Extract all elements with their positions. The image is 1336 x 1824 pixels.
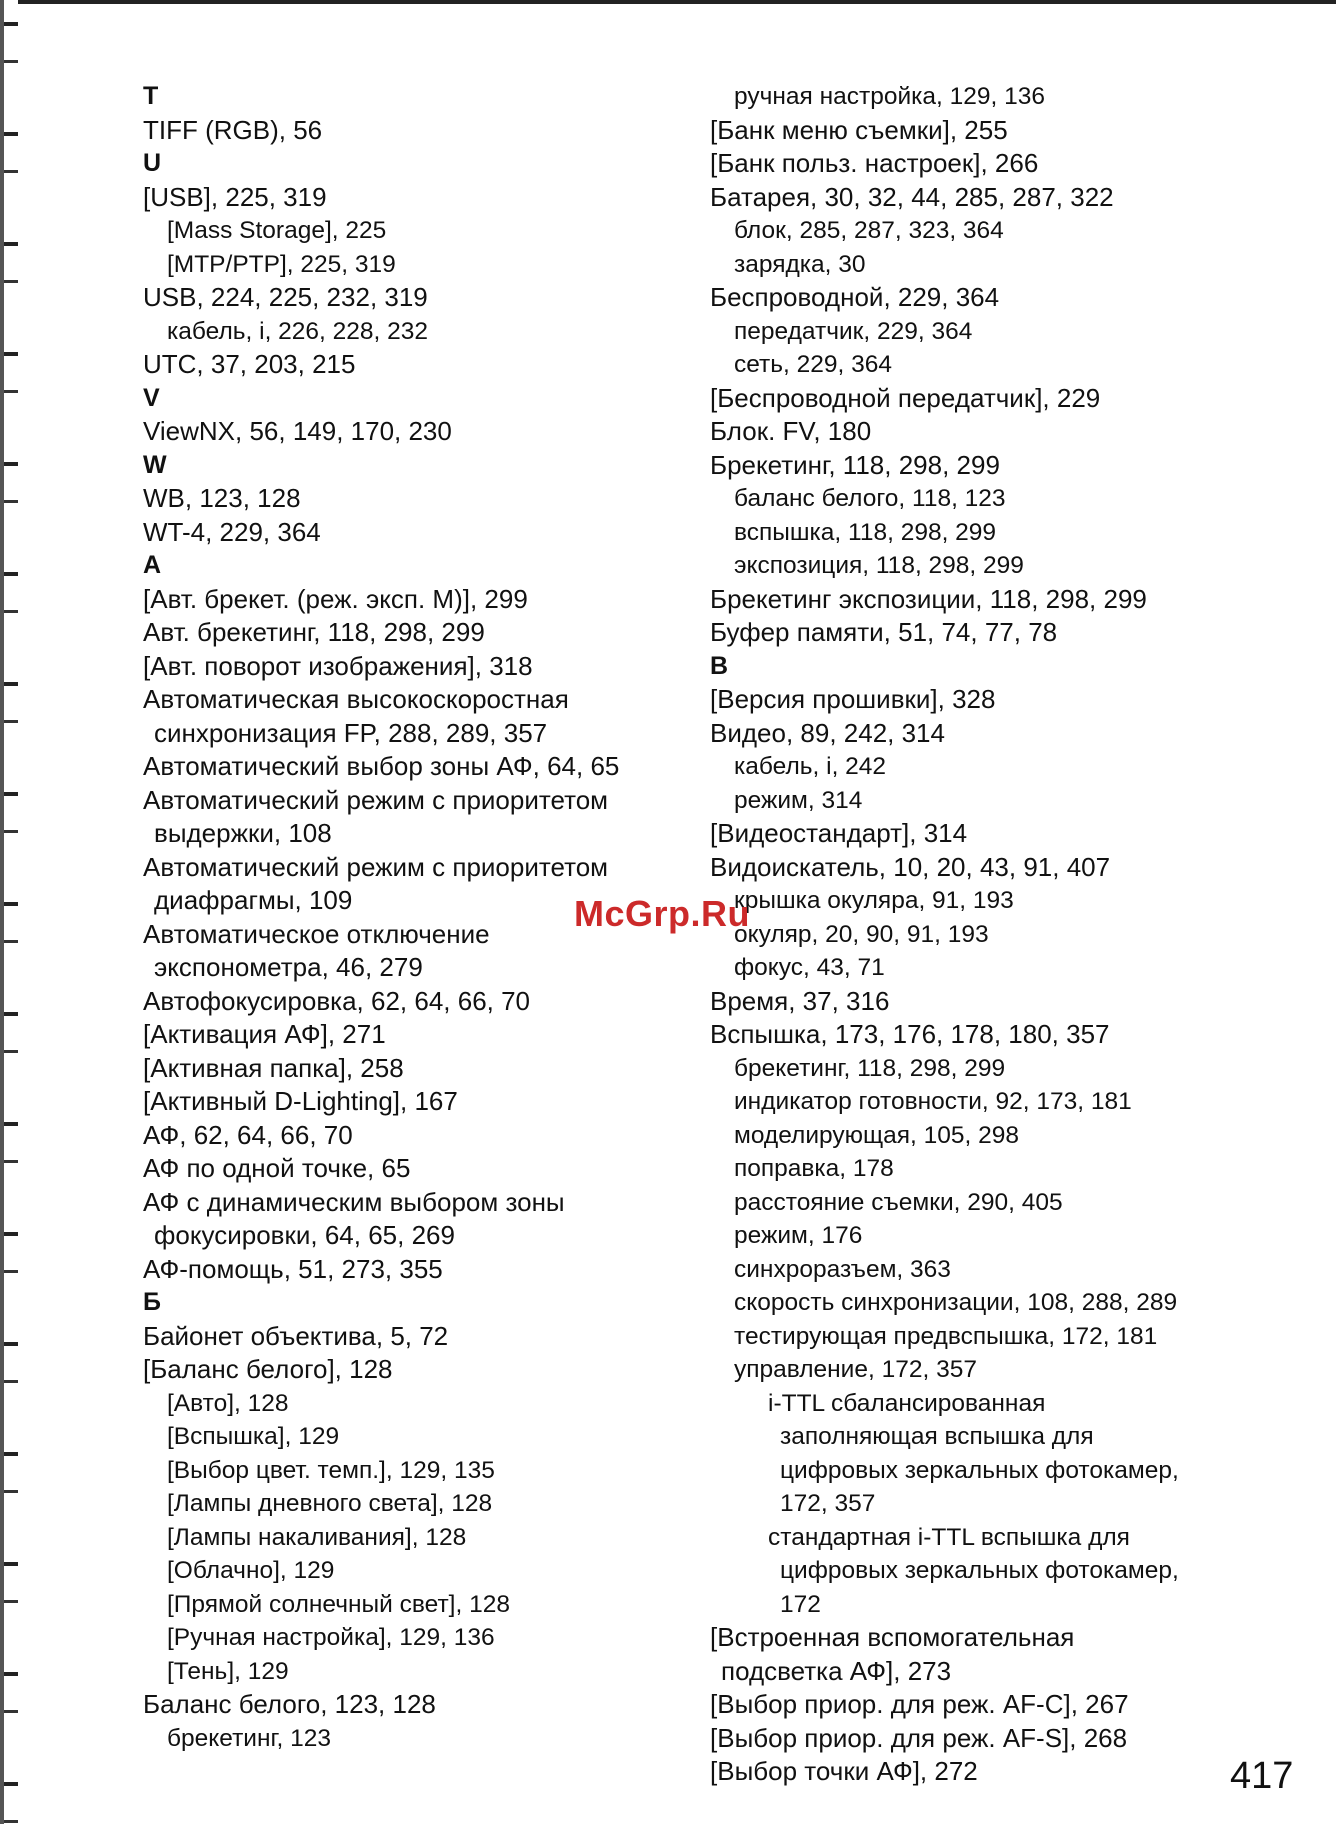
index-entry: [Беспроводной передатчик], 229 xyxy=(710,382,1101,413)
index-subentry: режим, 314 xyxy=(734,786,863,814)
index-letter-heading: А xyxy=(143,551,162,579)
page-number: 417 xyxy=(1230,1755,1294,1797)
index-letter-heading: U xyxy=(143,149,162,177)
index-subentry: режим, 176 xyxy=(734,1222,863,1249)
index-entry: TIFF (RGB), 56 xyxy=(143,114,323,145)
index-subentry: [Ручная настройка], 129, 136 xyxy=(167,1624,495,1651)
index-subentry: крышка окуляра, 91, 193 xyxy=(734,887,1014,914)
index-letter-heading: W xyxy=(143,450,167,479)
index-column-right xyxy=(710,80,1270,1789)
index-entry: [Авт. брекет. (реж. эксп. M)], 299 xyxy=(143,583,528,614)
index-entry: Байонет объектива, 5, 72 xyxy=(143,1320,449,1351)
index-entry: Автоматический режим с приоритетом xyxy=(143,851,609,882)
index-subentry: вспышка, 118, 298, 299 xyxy=(734,518,997,546)
index-entry: [Выбор приор. для реж. AF-C], 267 xyxy=(710,1689,1129,1719)
index-subentry: [Прямой солнечный свет], 128 xyxy=(167,1590,510,1618)
index-subentry: цифровых зеркальных фотокамер, xyxy=(780,1456,1179,1484)
index-letter-heading: V xyxy=(143,383,160,412)
page-top-edge xyxy=(0,0,1336,4)
index-entry: ViewNX, 56, 149, 170, 230 xyxy=(143,416,452,446)
index-entry: [Баланс белого], 128 xyxy=(143,1354,393,1384)
index-subentry: расстояние съемки, 290, 405 xyxy=(734,1188,1063,1216)
index-entry: [Банк меню съемки], 255 xyxy=(710,114,1008,145)
index-subentry: [Вспышка], 129 xyxy=(167,1423,340,1450)
index-subentry: 172 xyxy=(780,1590,821,1618)
index-subentry: синхроразъем, 363 xyxy=(734,1255,951,1283)
index-subentry: баланс белого, 118, 123 xyxy=(734,485,1006,512)
index-subentry: брекетинг, 123 xyxy=(167,1724,331,1752)
index-entry: WB, 123, 128 xyxy=(143,483,301,513)
index-entry: диафрагмы, 109 xyxy=(154,885,353,915)
index-entry: подсветка АФ], 273 xyxy=(721,1655,952,1686)
index-entry: [Активация АФ], 271 xyxy=(143,1019,386,1049)
binding-edge xyxy=(0,0,18,1824)
index-entry: Видео, 89, 242, 314 xyxy=(710,717,945,748)
index-entry: [Встроенная вспомогательная xyxy=(710,1622,1075,1652)
index-subentry: сеть, 229, 364 xyxy=(734,351,893,378)
index-entry: [Выбор точки АФ], 272 xyxy=(710,1756,978,1786)
index-subentry: передатчик, 229, 364 xyxy=(734,317,973,345)
index-entry: Беспроводной, 229, 364 xyxy=(710,282,1000,312)
index-subentry: зарядка, 30 xyxy=(734,250,866,278)
index-entry: Время, 37, 316 xyxy=(710,985,890,1016)
index-entry: АФ с динамическим выбором зоны xyxy=(143,1186,565,1217)
index-entry: USB, 224, 225, 232, 319 xyxy=(143,282,428,312)
index-entry: Авт. брекетинг, 118, 298, 299 xyxy=(143,617,485,647)
index-entry: [Авт. поворот изображения], 318 xyxy=(143,650,533,681)
index-entry: АФ-помощь, 51, 273, 355 xyxy=(143,1253,443,1284)
index-entry: экспонометра, 46, 279 xyxy=(154,952,423,982)
index-entry: WT-4, 229, 364 xyxy=(143,516,321,547)
index-subentry: окуляр, 20, 90, 91, 193 xyxy=(734,920,989,948)
index-entry: Блок. FV, 180 xyxy=(710,416,872,446)
index-subentry: заполняющая вспышка для xyxy=(780,1423,1094,1450)
index-subentry: скорость синхронизации, 108, 288, 289 xyxy=(734,1289,1178,1316)
index-subentry: брекетинг, 118, 298, 299 xyxy=(734,1054,1006,1082)
index-entry: Автоматический режим с приоритетом xyxy=(143,784,609,815)
index-entry: Автоматический выбор зоны АФ, 64, 65 xyxy=(143,751,620,781)
index-subentry: [Облачно], 129 xyxy=(167,1557,335,1584)
index-subentry: 172, 357 xyxy=(780,1490,876,1517)
index-subentry: поправка, 178 xyxy=(734,1155,894,1182)
index-entry: выдержки, 108 xyxy=(154,818,332,848)
index-entry: Вспышка, 173, 176, 178, 180, 357 xyxy=(710,1019,1110,1049)
index-letter-heading: В xyxy=(710,651,729,680)
index-subentry: кабель, i, 226, 228, 232 xyxy=(167,317,429,345)
index-subentry: [Выбор цвет. темп.], 129, 135 xyxy=(167,1456,495,1484)
index-subentry: управление, 172, 357 xyxy=(734,1356,977,1383)
index-subentry: кабель, i, 242 xyxy=(734,753,887,780)
index-entry: [Выбор приор. для реж. AF-S], 268 xyxy=(710,1722,1128,1753)
index-entry: Батарея, 30, 32, 44, 285, 287, 322 xyxy=(710,181,1114,212)
index-entry: Баланс белого, 123, 128 xyxy=(143,1689,436,1719)
index-subentry: стандартная i-TTL вспышка для xyxy=(768,1523,1130,1551)
index-subentry: моделирующая, 105, 298 xyxy=(734,1121,1020,1149)
index-subentry: цифровых зеркальных фотокамер, xyxy=(780,1557,1179,1584)
index-subentry: [Mass Storage], 225 xyxy=(167,217,387,244)
index-subentry: индикатор готовности, 92, 173, 181 xyxy=(734,1088,1132,1115)
index-subentry: экспозиция, 118, 298, 299 xyxy=(734,552,1024,579)
index-entry: Брекетинг экспозиции, 118, 298, 299 xyxy=(710,583,1147,614)
index-subentry: [Тень], 129 xyxy=(167,1657,289,1685)
index-entry: Видоискатель, 10, 20, 43, 91, 407 xyxy=(710,851,1111,882)
index-entry: [Банк польз. настроек], 266 xyxy=(710,148,1039,178)
index-entry: UTC, 37, 203, 215 xyxy=(143,349,356,379)
index-subentry: [Лампы дневного света], 128 xyxy=(167,1490,493,1517)
index-entry: [Версия прошивки], 328 xyxy=(710,684,996,714)
index-subentry: ручная настройка, 129, 136 xyxy=(734,83,1046,110)
index-entry: Автоматическое отключение xyxy=(143,918,490,949)
index-subentry: i-TTL сбалансированная xyxy=(768,1389,1046,1417)
index-subentry: [MTP/PTP], 225, 319 xyxy=(167,250,396,278)
index-entry: Автоматическая высокоскоростная xyxy=(143,684,569,714)
index-entry: Брекетинг, 118, 298, 299 xyxy=(710,449,1000,480)
watermark: McGrp.Ru xyxy=(574,893,751,934)
index-entry: [Активный D-Lighting], 167 xyxy=(143,1086,458,1116)
index-entry: синхронизация FP, 288, 289, 357 xyxy=(154,717,548,748)
index-subentry: тестирующая предвспышка, 172, 181 xyxy=(734,1322,1158,1350)
index-subentry: [Лампы накаливания], 128 xyxy=(167,1523,467,1551)
index-subentry: [Авто], 128 xyxy=(167,1389,289,1417)
index-letter-heading: Б xyxy=(143,1288,161,1316)
index-entry: [Активная папка], 258 xyxy=(143,1052,404,1083)
index-entry: Буфер памяти, 51, 74, 77, 78 xyxy=(710,617,1058,647)
index-subentry: блок, 285, 287, 323, 364 xyxy=(734,217,1004,244)
index-entry: [USB], 225, 319 xyxy=(143,181,327,212)
index-entry: АФ по одной точке, 65 xyxy=(143,1153,411,1183)
index-entry: фокусировки, 64, 65, 269 xyxy=(154,1220,455,1250)
index-entry: [Видеостандарт], 314 xyxy=(710,818,968,848)
index-entry: Автофокусировка, 62, 64, 66, 70 xyxy=(143,985,531,1016)
index-entry: АФ, 62, 64, 66, 70 xyxy=(143,1119,353,1150)
index-letter-heading: T xyxy=(143,82,159,110)
index-subentry: фокус, 43, 71 xyxy=(734,954,885,981)
